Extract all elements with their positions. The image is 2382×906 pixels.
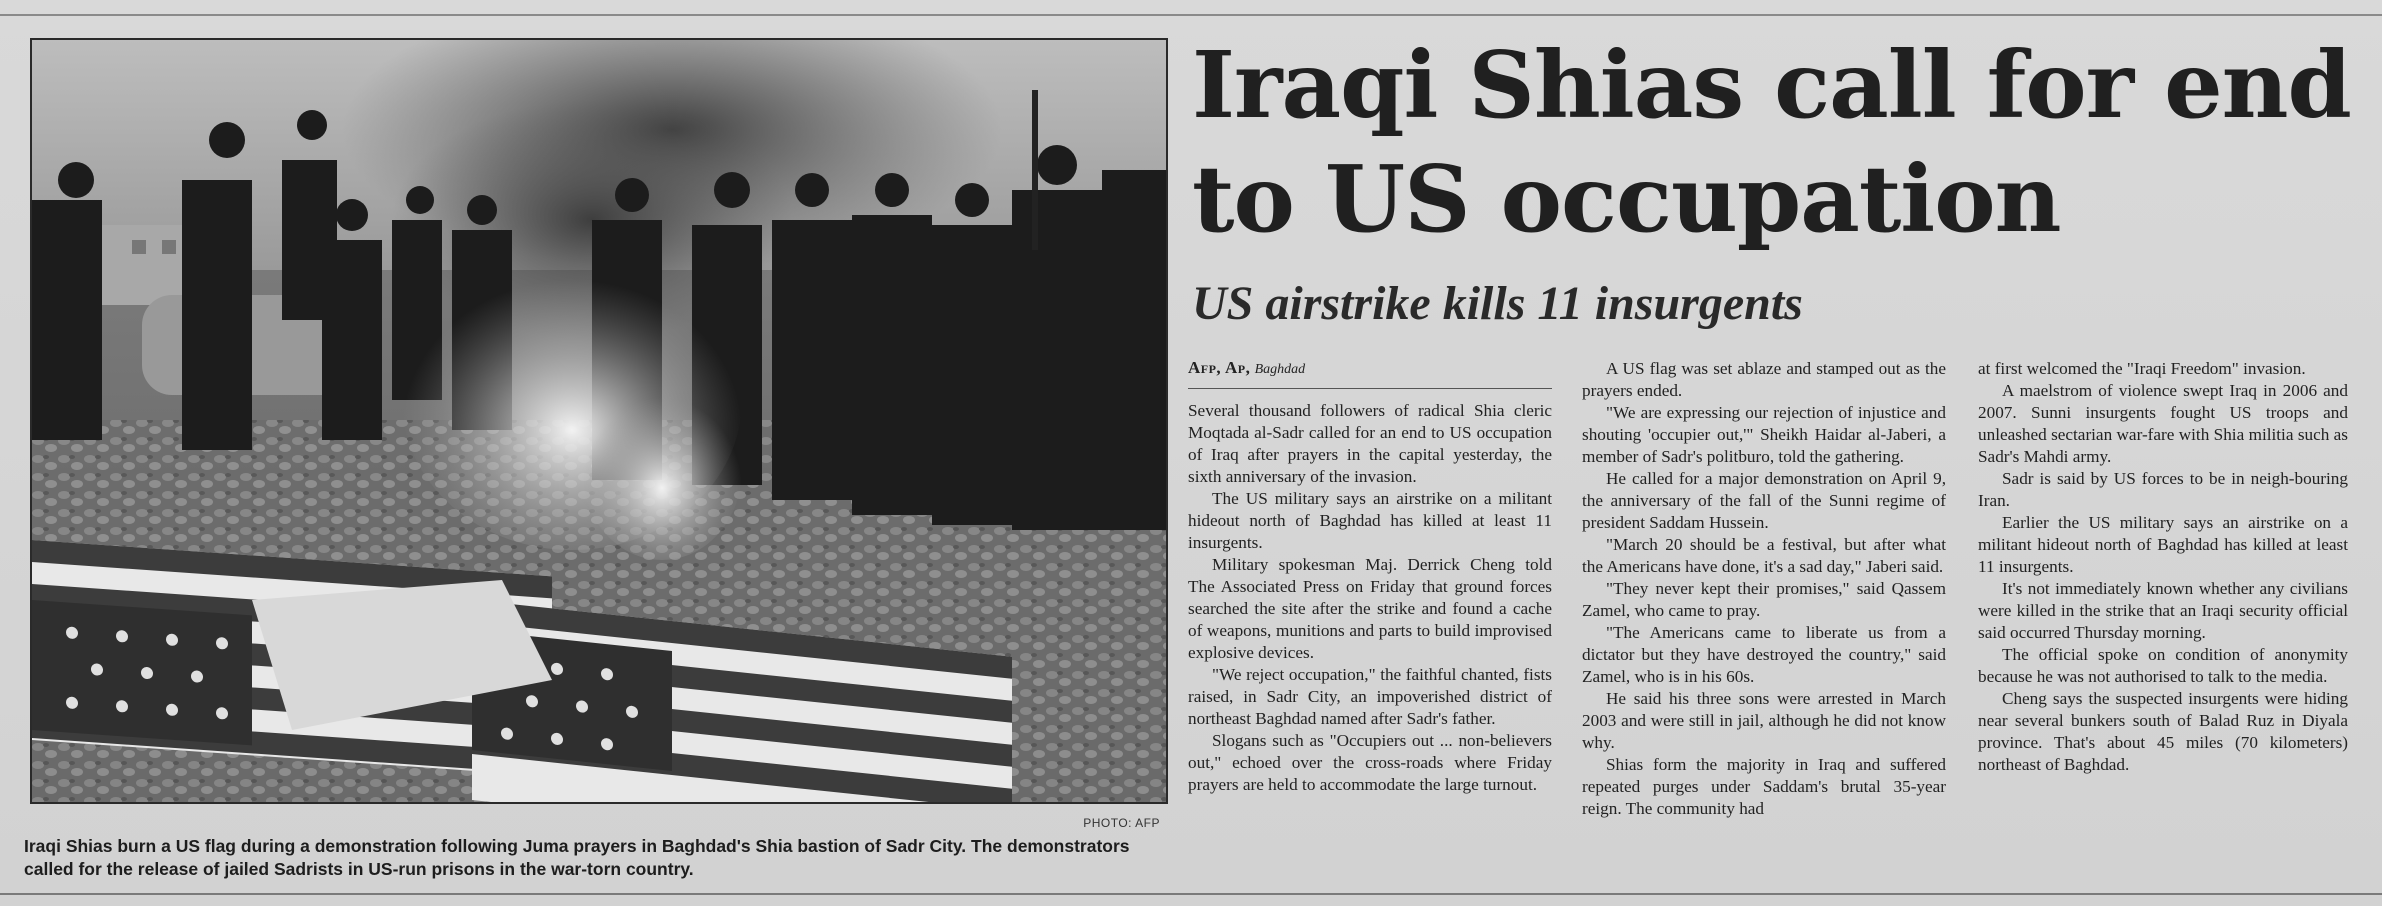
paragraph: He said his three sons were arrested in March 2003 and were still in jail, although he did not know why.	[1582, 689, 1946, 752]
byline-agency: Afp, Ap,	[1188, 358, 1251, 377]
paragraph: The official spoke on condition of anonymity because he was not authorised to talk to the media.	[1978, 645, 2348, 686]
paragraph: "We reject occupation," the faithful chanted, fists raised, in Sadr City, an impoverished district of northeast Baghdad named after Sadr's father.	[1188, 665, 1552, 728]
paragraph: Military spokesman Maj. Derrick Cheng told The Associated Press on Friday that ground forces searched the site after the strike and found a cache of weapons, munitions and parts to build improvised explosive devices.	[1188, 555, 1552, 662]
article-column-1	[1188, 400, 1552, 796]
paragraph: A US flag was set ablaze and stamped out as the prayers ended.	[1582, 359, 1946, 400]
paragraph: Several thousand followers of radical Shia cleric Moqtada al-Sadr called for an end to US occupation of Iraq after prayers in the capital yesterday, the sixth anniversary of the invasion.	[1188, 401, 1552, 486]
bottom-rule	[0, 893, 2382, 895]
paragraph: "We are expressing our rejection of injustice and shouting 'occupier out,'" Sheikh Haidar al-Jaberi, a member of Sadr's politburo, told the gathering.	[1582, 403, 1946, 466]
paragraph: Sadr is said by US forces to be in neigh-bouring Iran.	[1978, 469, 2348, 510]
paragraph: "March 20 should be a festival, but after what the Americans have done, it's a sad day," Jaberi said.	[1582, 535, 1946, 576]
byline-rule	[1188, 388, 1552, 389]
paragraph: Shias form the majority in Iraq and suffered repeated purges under Saddam's brutal 35-year reign. The community had	[1582, 755, 1946, 818]
paragraph: Slogans such as "Occupiers out ... non-believers out," echoed over the cross-roads where Friday prayers are held to accommodate the large turnout.	[1188, 731, 1552, 794]
paragraph: It's not immediately known whether any civilians were killed in the strike that an Iraqi security official said occurred Thursday morning.	[1978, 579, 2348, 642]
photo-credit: PHOTO: AFP	[1083, 816, 1160, 830]
byline	[1188, 358, 1552, 378]
paragraph: He called for a major demonstration on April 9, the anniversary of the fall of the Sunni regime of president Saddam Hussein.	[1582, 469, 1946, 532]
paragraph: "They never kept their promises," said Qassem Zamel, who came to pray.	[1582, 579, 1946, 620]
photo-caption: Iraqi Shias burn a US flag during a demonstration following Juma prayers in Baghdad's Shia bastion of Sadr City. The demonstrators called for the release of jailed Sadrists in US-run prisons in the war-torn country.	[24, 836, 1130, 879]
flag-burning-photo	[32, 40, 1166, 802]
byline-place: Baghdad	[1254, 362, 1306, 377]
paragraph: Earlier the US military says an airstrike on a militant hideout north of Baghdad has killed at least 11 insurgents.	[1978, 513, 2348, 576]
paragraph: The US military says an airstrike on a militant hideout north of Baghdad has killed at least 11 insurgents.	[1188, 489, 1552, 552]
paragraph: A maelstrom of violence swept Iraq in 2006 and 2007. Sunni insurgents fought US troops and unleashed sectarian war-fare with Shia militia such as Sadr's Mahdi army.	[1978, 381, 2348, 466]
subheadline: US airstrike kills 11 insurgents	[1192, 277, 1803, 330]
top-rule	[0, 14, 2382, 16]
article-column-2	[1582, 358, 1946, 820]
paragraph: at first welcomed the "Iraqi Freedom" invasion.	[1978, 359, 2306, 378]
headline: Iraqi Shias call for end to US occupation	[1192, 31, 2351, 253]
news-photo	[30, 38, 1168, 804]
paragraph: "The Americans came to liberate us from a dictator but they have destroyed the country," said Zamel, who is in his 60s.	[1582, 623, 1946, 686]
article-column-3	[1978, 358, 2348, 776]
paragraph: Cheng says the suspected insurgents were hiding near several bunkers south of Balad Ruz in Diyala province. That's about 45 miles (70 kilometers) northeast of Baghdad.	[1978, 689, 2348, 774]
